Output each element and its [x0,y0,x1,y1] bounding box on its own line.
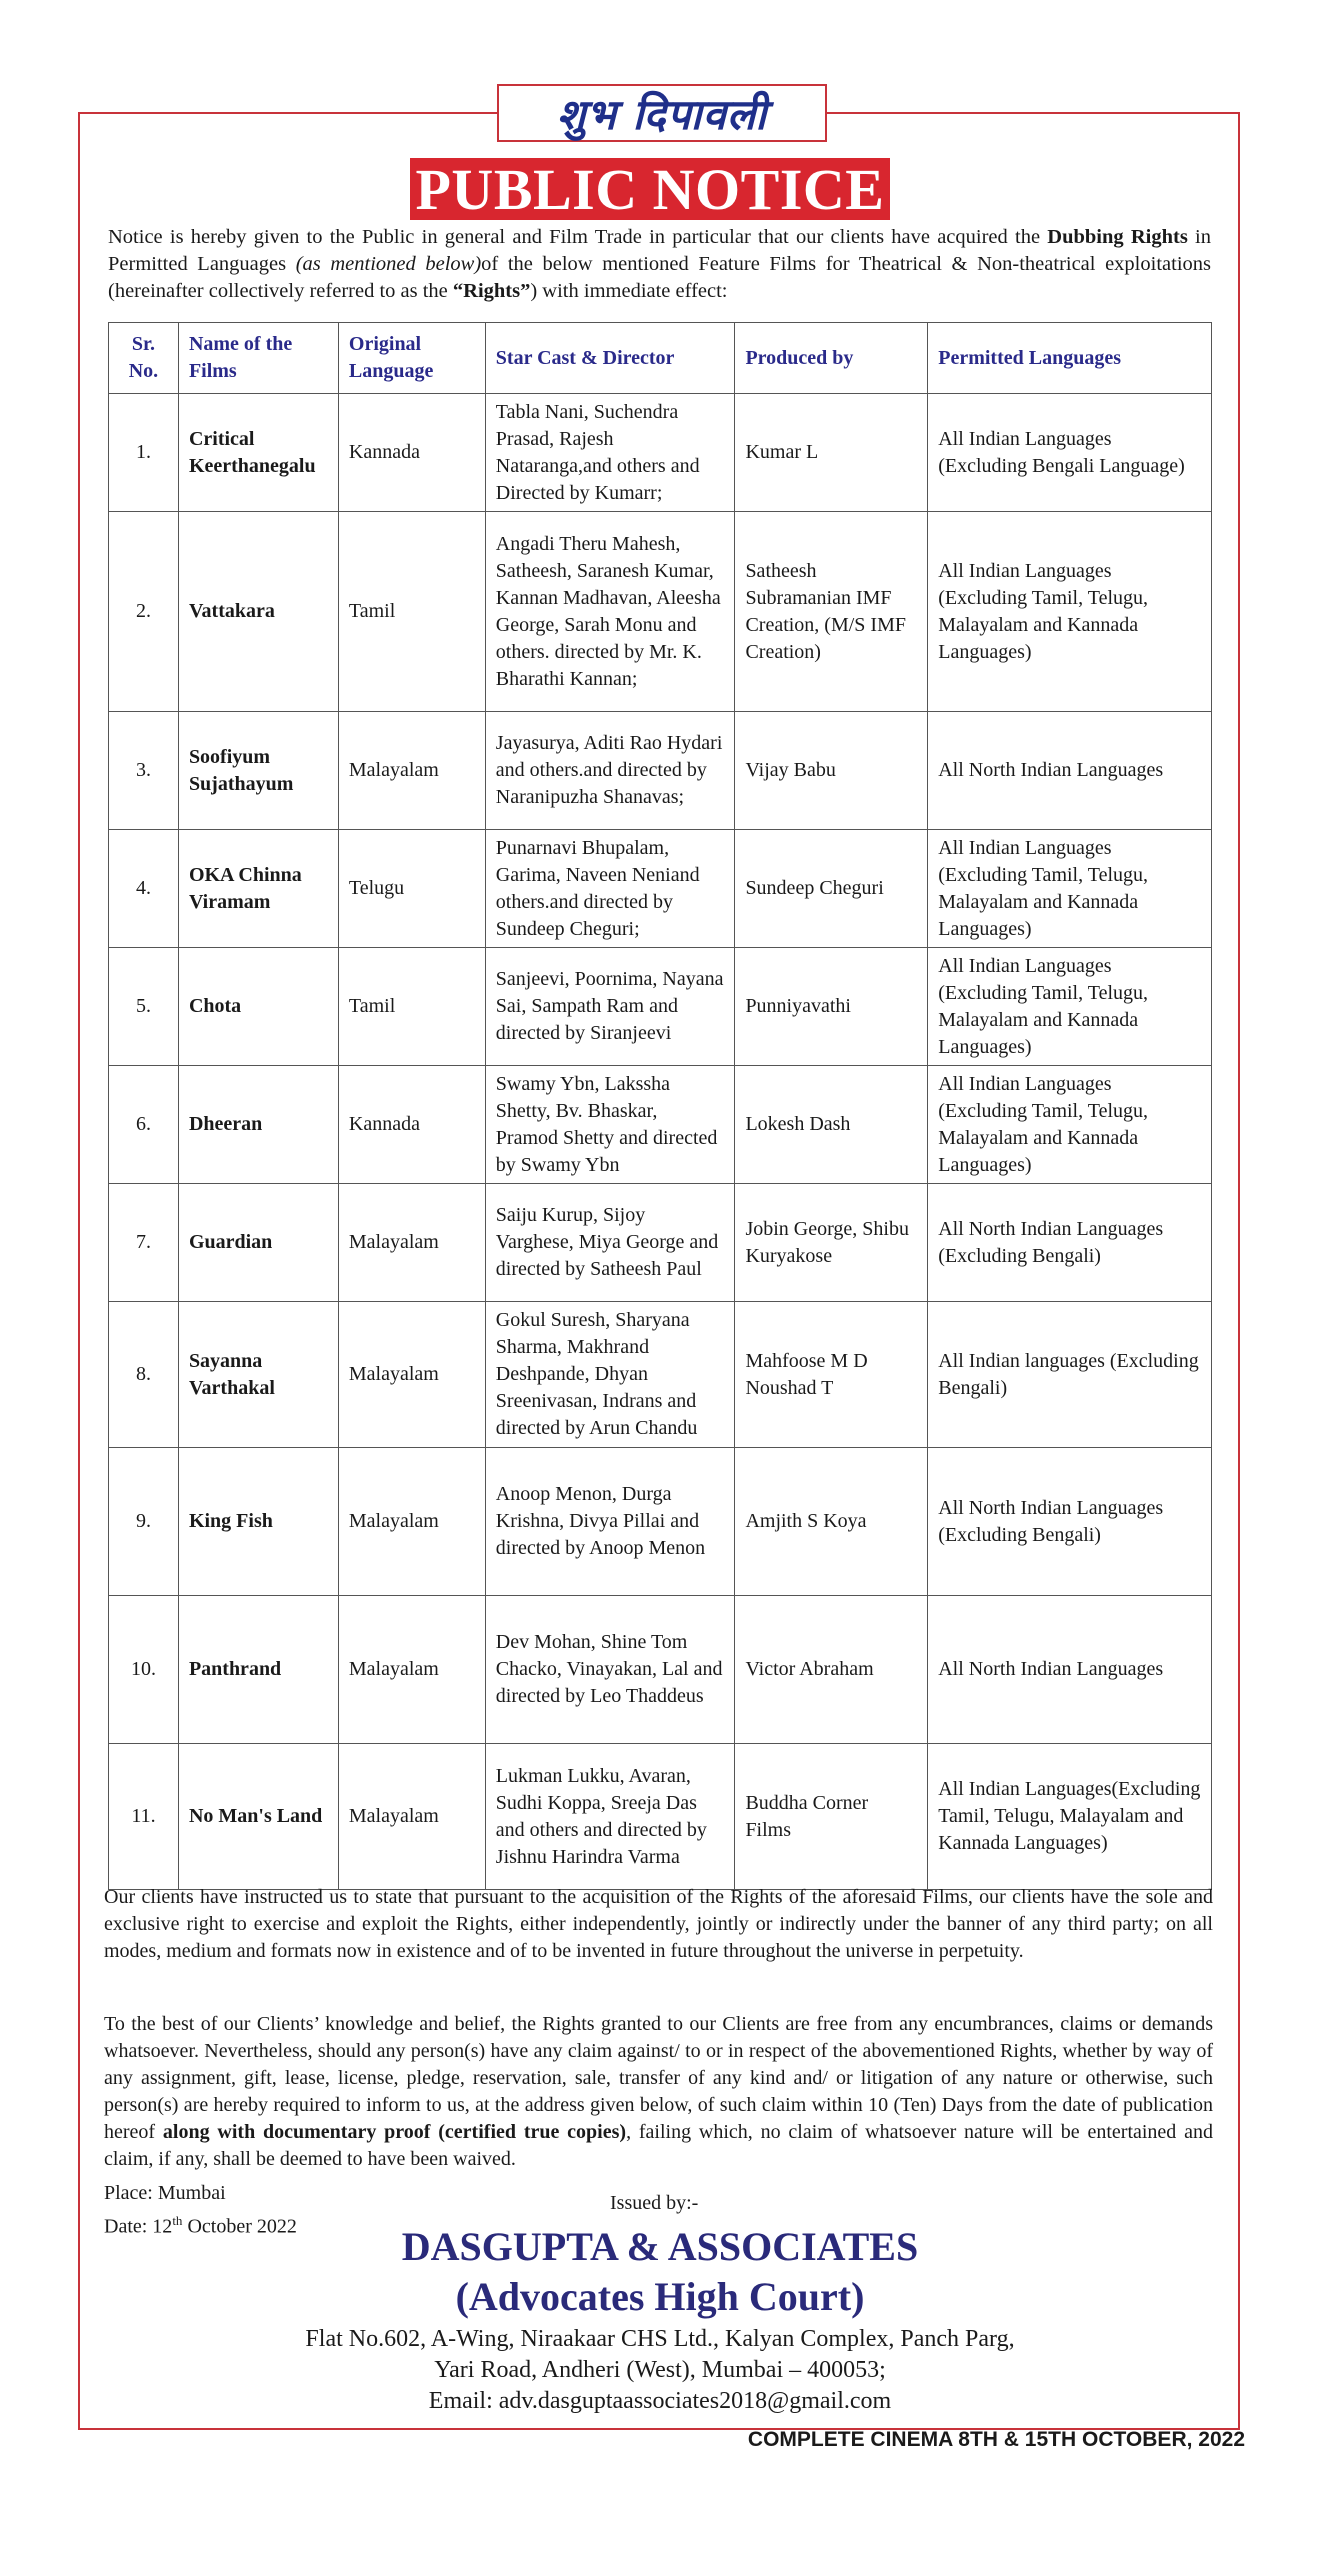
firm-subtitle: (Advocates High Court) [455,2274,865,2319]
table-row [109,830,1212,948]
cell-film-name: Panthrand [178,1596,338,1744]
date-suffix: th [172,2213,183,2228]
intro-text: Notice is hereby given to the Public in general and Film Trade in particular that our clients have acquired the [108,226,1048,248]
cell-film-name: King Fish [178,1448,338,1596]
cell-cast: Tabla Nani, Suchendra Prasad, Rajesh Nataranga,and others and Directed by Kumarr; [485,394,735,512]
address [160,2324,1160,2417]
cell-language: Malayalam [338,1596,485,1744]
cell-permitted: All Indian Languages (Excluding Tamil, Telugu, Malayalam and Kannada Languages) [928,830,1212,948]
cell-film-name: No Man's Land [178,1744,338,1890]
cell-permitted: All Indian Languages (Excluding Tamil, Telugu, Malayalam and Kannada Languages) [928,512,1212,712]
cell-sr: 4. [109,830,179,948]
table-row [109,1066,1212,1184]
publication-footer: COMPLETE CINEMA 8TH & 15TH OCTOBER, 2022 [747,2428,1245,2451]
cell-film-name: Dheeran [178,1066,338,1184]
cell-cast: Jayasurya, Aditi Rao Hydari and others.and directed by Naranipuzha Shanavas; [485,712,735,830]
cell-sr: 2. [109,512,179,712]
cell-producer: Kumar L [735,394,928,512]
table-row [109,712,1212,830]
cell-permitted: All Indian languages (Excluding Bengali) [928,1302,1212,1448]
cell-sr: 9. [109,1448,179,1596]
table-row [109,1302,1212,1448]
cell-film-name: Vattakara [178,512,338,712]
cell-producer: Lokesh Dash [735,1066,928,1184]
cell-language: Kannada [338,1066,485,1184]
table-header-row [109,323,1212,394]
place: Place: Mumbai [104,2182,226,2204]
cell-permitted: All North Indian Languages [928,712,1212,830]
email-line: Email: adv.dasguptaassociates2018@gmail.com [428,2388,892,2414]
address-line: Yari Road, Andheri (West), Mumbai – 400053; [434,2357,886,2383]
intro-text: of the below mentioned Feature Films for Theatrical & Non-theatrical exploitations (hereinafter collectively referred to as the [108,253,1211,302]
cell-film-name: Sayanna Varthakal [178,1302,338,1448]
header-original-language: Original Language [338,323,485,394]
claims-bold-proof: along with documentary proof (certified true copies) [162,2121,627,2143]
date-text: Date: 12 [104,2215,173,2238]
date-text: October 2022 [182,2215,297,2238]
table-row [109,1448,1212,1596]
cell-language: Malayalam [338,1448,485,1596]
claims-paragraph [104,2011,1213,2173]
intro-italic: (as mentioned below) [295,253,482,275]
cell-producer: Amjith S Koya [735,1448,928,1596]
cell-sr: 8. [109,1302,179,1448]
address-line: Flat No.602, A-Wing, Niraakaar CHS Ltd., Kalyan Complex, Panch Parg, [305,2326,1015,2352]
cell-permitted: All North Indian Languages (Excluding Bengali) [928,1448,1212,1596]
diwali-greeting-logo: शुभ दिपावली [497,84,827,142]
table-row [109,394,1212,512]
cell-film-name: Guardian [178,1184,338,1302]
cell-cast: Anoop Menon, Durga Krishna, Divya Pillai and directed by Anoop Menon [485,1448,735,1596]
cell-cast: Swamy Ybn, Lakssha Shetty, Bv. Bhaskar, Pramod Shetty and directed by Swamy Ybn [485,1066,735,1184]
cell-producer: Sundeep Cheguri [735,830,928,948]
intro-paragraph [108,224,1211,305]
rights-paragraph: Our clients have instructed us to state that pursuant to the acquisition of the Rights of the aforesaid Films, our clients have the sole and exclusive right to exercise and exploit the Rights, either independently, jointly or indirectly under the banner of any third party; on all modes, medium and formats now in existence and of to be invented in future throughout the universe in perpetuity. [104,1886,1213,1962]
cell-permitted: All North Indian Languages (Excluding Bengali) [928,1184,1212,1302]
cell-cast: Lukman Lukku, Avaran, Sudhi Koppa, Sreeja Das and others and directed by Jishnu Harindra Varma [485,1744,735,1890]
intro-bold-rights: “Rights” [452,280,531,302]
cell-sr: 3. [109,712,179,830]
header-permitted-languages: Permitted Languages [928,323,1212,394]
cell-producer: Vijay Babu [735,712,928,830]
table-row [109,512,1212,712]
cell-sr: 6. [109,1066,179,1184]
cell-producer: Satheesh Subramanian IMF Creation, (M/S IMF Creation) [735,512,928,712]
header-film-name: Name of the Films [178,323,338,394]
cell-sr: 5. [109,948,179,1066]
cell-language: Malayalam [338,1184,485,1302]
cell-producer: Victor Abraham [735,1596,928,1744]
cell-language: Kannada [338,394,485,512]
cell-producer: Jobin George, Shibu Kuryakose [735,1184,928,1302]
cell-permitted: All Indian Languages(Excluding Tamil, Telugu, Malayalam and Kannada Languages) [928,1744,1212,1890]
intro-text: ) with immediate effect: [530,280,728,302]
table-row [109,948,1212,1066]
table-row [109,1184,1212,1302]
page-title: PUBLIC NOTICE [410,158,890,220]
firm-name [160,2222,1160,2322]
cell-cast: Gokul Suresh, Sharyana Sharma, Makhrand Deshpande, Dhyan Sreenivasan, Indrans and directed by Arun Chandu [485,1302,735,1448]
claims-text: , failing which, no claim of whatsoever nature will be entertained and claim, if any, shall be deemed to have been waived. [104,2121,1214,2170]
cell-cast: Saiju Kurup, Sijoy Varghese, Miya George and directed by Satheesh Paul [485,1184,735,1302]
cell-language: Malayalam [338,712,485,830]
cell-permitted: All Indian Languages (Excluding Tamil, Telugu, Malayalam and Kannada Languages) [928,1066,1212,1184]
films-table [108,322,1212,1890]
cell-permitted: All Indian Languages (Excluding Tamil, Telugu, Malayalam and Kannada Languages) [928,948,1212,1066]
firm-name-line: DASGUPTA & ASSOCIATES [401,2224,919,2269]
table-row [109,1596,1212,1744]
cell-film-name: Critical Keerthanegalu [178,394,338,512]
cell-permitted: All Indian Languages (Excluding Bengali Language) [928,394,1212,512]
cell-producer: Buddha Corner Films [735,1744,928,1890]
header-produced-by: Produced by [735,323,928,394]
claims-text: To the best of our Clients’ knowledge and belief, the Rights granted to our Clients are free from any encumbrances, claims or demands whatsoever. Nevertheless, should any person(s) have any claim against/ to or in respect of the abovementioned Rights, whether by way of any assignment, gift, lease, license, pledge, reservation, sale, transfer of any kind and/ or litigation of any nature or otherwise, such person(s) are hereby required to inform to us, at the address given below, of such claim within 10 (Ten) Days from the date of publication hereof [104,2013,1213,2143]
cell-cast: Sanjeevi, Poornima, Nayana Sai, Sampath Ram and directed by Siranjeevi [485,948,735,1066]
header-sr-no: Sr. No. [109,323,179,394]
cell-cast: Dev Mohan, Shine Tom Chacko, Vinayakan, Lal and directed by Leo Thaddeus [485,1596,735,1744]
cell-cast: Punarnavi Bhupalam, Garima, Naveen Neniand others.and directed by Sundeep Cheguri; [485,830,735,948]
header-star-cast: Star Cast & Director [485,323,735,394]
cell-language: Malayalam [338,1302,485,1448]
intro-text: in Permitted Languages [108,226,1212,275]
cell-language: Tamil [338,948,485,1066]
cell-sr: 1. [109,394,179,512]
cell-sr: 11. [109,1744,179,1890]
cell-film-name: OKA Chinna Viramam [178,830,338,948]
cell-permitted: All North Indian Languages [928,1596,1212,1744]
cell-film-name: Soofiyum Sujathayum [178,712,338,830]
cell-producer: Mahfoose M D Noushad T [735,1302,928,1448]
cell-language: Telugu [338,830,485,948]
cell-film-name: Chota [178,948,338,1066]
cell-language: Tamil [338,512,485,712]
issued-by: Issued by:- [610,2192,699,2214]
cell-language: Malayalam [338,1744,485,1890]
cell-sr: 10. [109,1596,179,1744]
cell-sr: 7. [109,1184,179,1302]
cell-producer: Punniyavathi [735,948,928,1066]
intro-bold-dubbing: Dubbing Rights [1047,226,1188,248]
cell-cast: Angadi Theru Mahesh, Satheesh, Saranesh Kumar, Kannan Madhavan, Aleesha George, Sarah Monu and others. directed by Mr. K. Bharathi Kannan; [485,512,735,712]
table-row [109,1744,1212,1890]
